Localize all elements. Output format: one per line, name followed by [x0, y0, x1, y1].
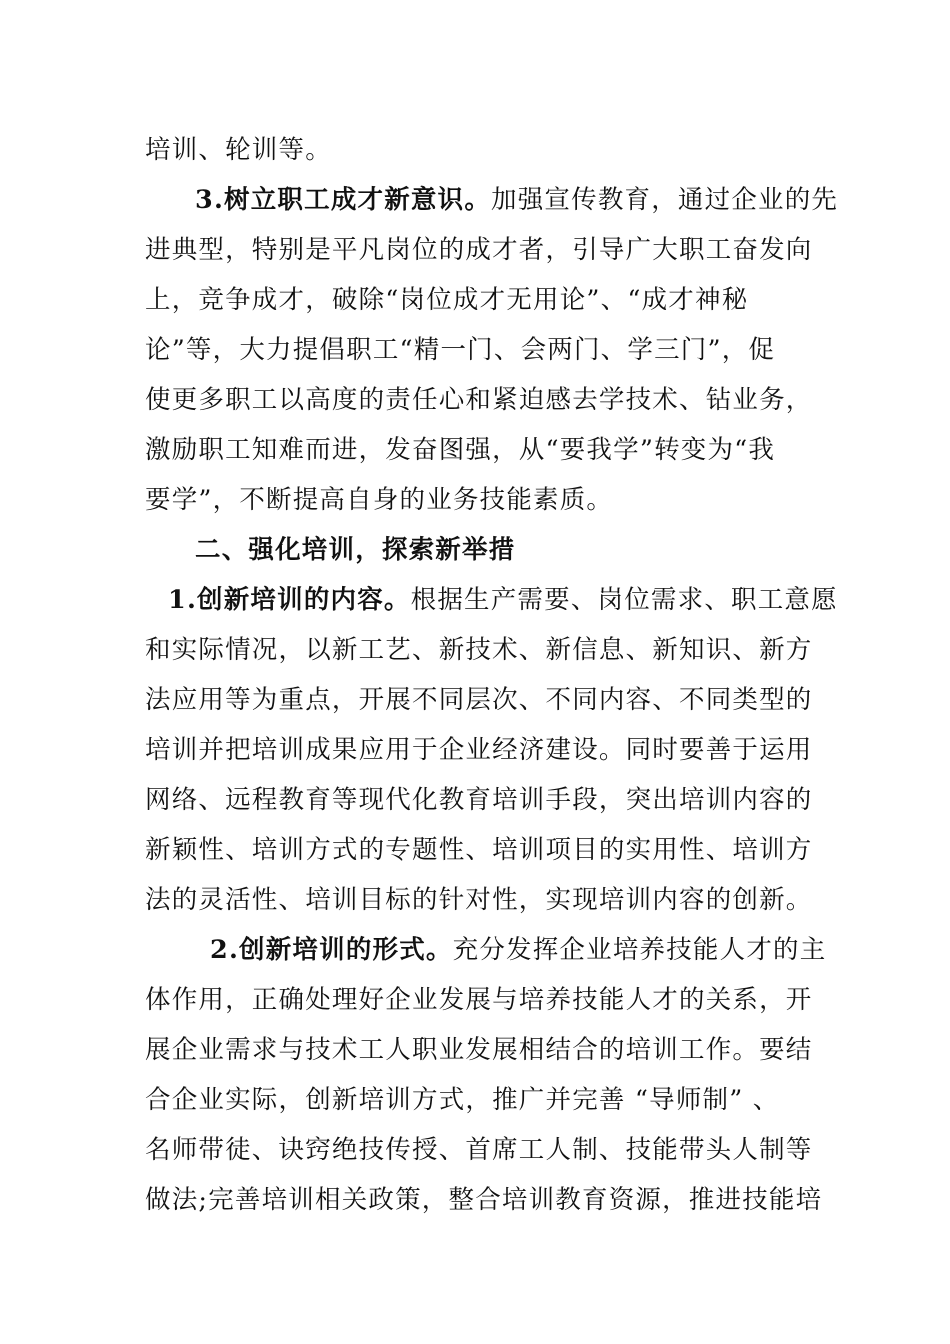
text-line: [168, 582, 838, 618]
text-segment: 上，竞争成才，破除“岗位成才无用论”、“成才神秘: [145, 285, 749, 315]
text-segment: 激励职工知难而进，发奋图强，从“要我学”转变为“我: [145, 435, 776, 465]
text-segment: 法应用等为重点，开展不同层次、不同内容、不同类型的: [145, 685, 813, 715]
text-segment: 加强宣传教育，通过企业的先: [491, 185, 839, 215]
text-segment: 培训并把培训成果应用于企业经济建设。同时要善于运用: [145, 735, 813, 765]
text-segment: 做法;完善培训相关政策，整合培训教育资源，推进技能培: [145, 1185, 823, 1215]
text-segment: 根据生产需要、岗位需求、职工意愿: [410, 585, 838, 615]
text-line: [145, 232, 813, 268]
text-segment: 论”等，大力提倡职工“精一门、会两门、学三门”，促: [145, 335, 776, 365]
text-segment: 体作用，正确处理好企业发展与培养技能人才的关系，开: [145, 985, 813, 1015]
text-line: [145, 882, 813, 918]
text-line: [145, 782, 813, 818]
chapter-heading: 二、强化培训，探索新举措: [195, 535, 516, 565]
text-line: [145, 632, 813, 668]
text-segment: 进典型，特别是平凡岗位的成才者，引导广大职工奋发向: [145, 235, 813, 265]
text-line: [145, 1182, 823, 1218]
text-segment: 要学”，不断提高自身的业务技能素质。: [145, 485, 614, 515]
text-line: [210, 932, 827, 968]
text-line: [195, 532, 805, 568]
text-segment: 新颖性、培训方式的专题性、培训项目的实用性、培训方: [145, 835, 813, 865]
text-segment: 网络、远程教育等现代化教育培训手段，突出培训内容的: [145, 785, 813, 815]
text-segment: 和实际情况，以新工艺、新技术、新信息、新知识、新方: [145, 635, 813, 665]
text-line: [145, 432, 805, 468]
text-segment: 充分发挥企业培养技能人才的主: [452, 935, 827, 965]
text-segment: 展企业需求与技术工人职业发展相结合的培训工作。要结: [145, 1035, 813, 1065]
text-line: [195, 182, 839, 218]
section-heading-1: 1.创新培训的内容。: [168, 585, 411, 615]
text-line: [145, 382, 813, 418]
text-line: [145, 1132, 813, 1168]
section-heading-2: 2.创新培训的形式。: [210, 935, 453, 965]
text-line: [145, 982, 813, 1018]
text-segment: 合企业实际，创新培训方式，推广并完善 “导师制” 、: [145, 1085, 780, 1115]
text-line: [145, 732, 813, 768]
text-segment: 培训、轮训等。: [145, 135, 332, 165]
text-line: [145, 1082, 805, 1118]
text-segment: 使更多职工以高度的责任心和紧迫感去学技术、钻业务，: [145, 385, 813, 415]
text-line: [145, 832, 813, 868]
text-line: [145, 132, 805, 168]
text-line: [145, 482, 805, 518]
text-line: [145, 682, 813, 718]
text-line: [145, 1032, 813, 1068]
text-line: [145, 282, 805, 318]
text-line: [145, 332, 805, 368]
text-segment: 名师带徒、诀窍绝技传授、首席工人制、技能带头人制等: [145, 1135, 813, 1165]
section-heading-3: 3.树立职工成才新意识。: [195, 185, 492, 215]
text-segment: 法的灵活性、培训目标的针对性，实现培训内容的创新。: [145, 885, 813, 915]
